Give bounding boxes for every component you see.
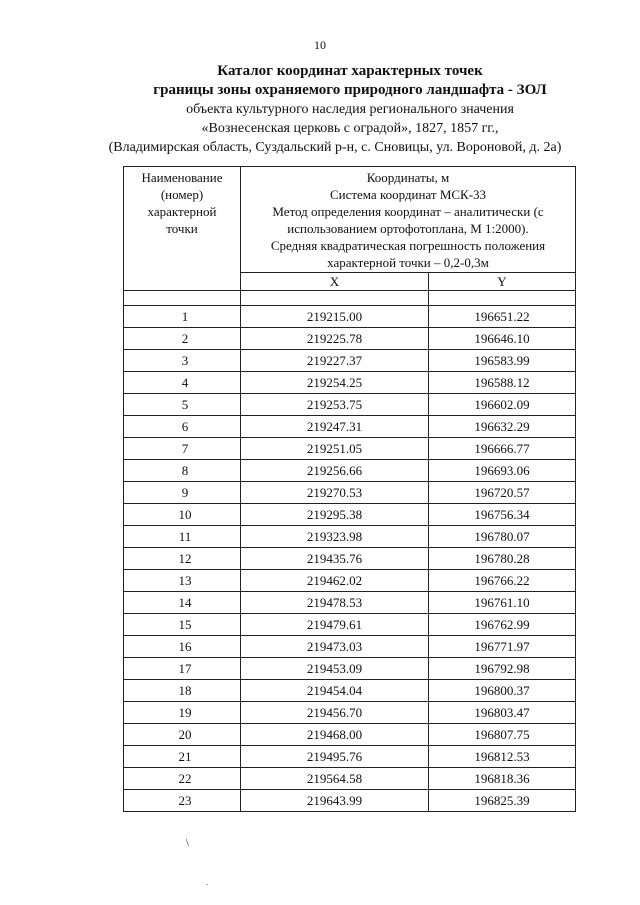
coordinates-header-line: использованием ортофотоплана, М 1:2000). <box>287 221 529 236</box>
table-row <box>124 504 576 526</box>
y-coordinate-cell: 196756.34 <box>429 504 576 526</box>
point-number-cell: 18 <box>124 680 241 702</box>
point-name-header-line: характерной <box>147 204 217 219</box>
y-coordinate-cell: 196602.09 <box>429 394 576 416</box>
point-number-cell: 22 <box>124 768 241 790</box>
table-row <box>124 526 576 548</box>
y-coordinate-cell: 196818.36 <box>429 768 576 790</box>
y-coordinate-cell: 196761.10 <box>429 592 576 614</box>
table-row <box>124 306 576 328</box>
table-row <box>124 548 576 570</box>
table-row <box>124 658 576 680</box>
title-line-2: границы зоны охраняемого природного ландшафта - ЗОЛ <box>153 82 547 98</box>
page-number: 10 <box>314 38 326 52</box>
y-coordinate-cell: 196780.28 <box>429 548 576 570</box>
x-coordinate-cell: 219247.31 <box>241 416 429 438</box>
x-coordinate-cell: 219215.00 <box>241 306 429 328</box>
x-coordinate-cell: 219495.76 <box>241 746 429 768</box>
x-coordinate-cell: 219254.25 <box>241 372 429 394</box>
x-coordinate-cell: 219256.66 <box>241 460 429 482</box>
table-row <box>124 680 576 702</box>
point-number-cell: 23 <box>124 790 241 812</box>
document-header <box>100 62 600 157</box>
y-coordinate-cell: 196666.77 <box>429 438 576 460</box>
y-coordinate-cell: 196766.22 <box>429 570 576 592</box>
point-number-cell: 15 <box>124 614 241 636</box>
y-coordinate-cell: 196792.98 <box>429 658 576 680</box>
point-number-cell: 3 <box>124 350 241 372</box>
point-number-cell: 12 <box>124 548 241 570</box>
y-coordinate-cell: 196693.06 <box>429 460 576 482</box>
coordinates-header <box>241 167 576 273</box>
spacer-row <box>124 291 576 306</box>
y-coordinate-cell: 196812.53 <box>429 746 576 768</box>
point-number-cell: 9 <box>124 482 241 504</box>
y-coordinate-cell: 196583.99 <box>429 350 576 372</box>
x-coordinate-cell: 219323.98 <box>241 526 429 548</box>
spacer-cell <box>429 291 576 306</box>
y-coordinate-cell: 196588.12 <box>429 372 576 394</box>
table-row <box>124 614 576 636</box>
point-number-cell: 4 <box>124 372 241 394</box>
coordinates-table-body <box>124 291 576 812</box>
x-coordinate-cell: 219643.99 <box>241 790 429 812</box>
subtitle-line-2: «Вознесенская церковь с оградой», 1827, 1857 гг., <box>201 121 499 136</box>
table-row <box>124 328 576 350</box>
table-row <box>124 394 576 416</box>
table-row <box>124 592 576 614</box>
y-column-header: Y <box>429 273 576 291</box>
title-line-1: Каталог координат характерных точек <box>217 63 483 79</box>
point-name-header-line: (номер) <box>160 187 204 202</box>
coordinates-header-line: Средняя квадратическая погрешность положения <box>270 238 546 253</box>
point-number-cell: 11 <box>124 526 241 548</box>
table-row <box>124 372 576 394</box>
y-coordinate-cell: 196807.75 <box>429 724 576 746</box>
y-coordinate-cell: 196771.97 <box>429 636 576 658</box>
table-row <box>124 724 576 746</box>
table-row <box>124 482 576 504</box>
x-coordinate-cell: 219456.70 <box>241 702 429 724</box>
x-coordinate-cell: 219564.58 <box>241 768 429 790</box>
y-coordinate-cell: 196632.29 <box>429 416 576 438</box>
point-number-cell: 10 <box>124 504 241 526</box>
x-coordinate-cell: 219227.37 <box>241 350 429 372</box>
y-coordinate-cell: 196762.99 <box>429 614 576 636</box>
x-coordinate-cell: 219473.03 <box>241 636 429 658</box>
x-coordinate-cell: 219435.76 <box>241 548 429 570</box>
coordinates-header-line: характерной точки – 0,2-0,3м <box>327 255 489 270</box>
x-column-header: X <box>241 273 429 291</box>
point-number-cell: 17 <box>124 658 241 680</box>
trailing-mark: \ <box>186 838 189 849</box>
coordinates-header-line: Координаты, м <box>366 170 450 185</box>
x-coordinate-cell: 219462.02 <box>241 570 429 592</box>
table-row <box>124 790 576 812</box>
point-number-cell: 16 <box>124 636 241 658</box>
x-coordinate-cell: 219453.09 <box>241 658 429 680</box>
point-number-cell: 8 <box>124 460 241 482</box>
subtitle-line-1: объекта культурного наследия регионального значения <box>186 102 514 117</box>
spacer-cell <box>124 291 241 306</box>
table-row <box>124 416 576 438</box>
y-coordinate-cell: 196651.22 <box>429 306 576 328</box>
x-coordinate-cell: 219251.05 <box>241 438 429 460</box>
point-number-cell: 1 <box>124 306 241 328</box>
point-number-cell: 20 <box>124 724 241 746</box>
x-coordinate-cell: 219295.38 <box>241 504 429 526</box>
coordinates-header-line: Метод определения координат – аналитически (с <box>272 204 544 219</box>
y-coordinate-cell: 196780.07 <box>429 526 576 548</box>
point-number-cell: 7 <box>124 438 241 460</box>
x-coordinate-cell: 219454.04 <box>241 680 429 702</box>
table-row <box>124 350 576 372</box>
point-name-header-line: Наименование <box>141 170 223 185</box>
coordinates-header-line: Система координат МСК-33 <box>329 187 487 202</box>
spacer-cell <box>241 291 429 306</box>
trailing-dot: . <box>206 878 208 887</box>
point-number-cell: 5 <box>124 394 241 416</box>
table-row <box>124 746 576 768</box>
table-row <box>124 460 576 482</box>
subtitle-line-3: (Владимирская область, Суздальский р-н, с. Сновицы, ул. Вороновой, д. 2а) <box>108 140 562 155</box>
x-coordinate-cell: 219478.53 <box>241 592 429 614</box>
table-row <box>124 768 576 790</box>
y-coordinate-cell: 196800.37 <box>429 680 576 702</box>
y-coordinate-cell: 196803.47 <box>429 702 576 724</box>
x-coordinate-cell: 219270.53 <box>241 482 429 504</box>
point-number-cell: 14 <box>124 592 241 614</box>
coordinates-table <box>123 166 576 812</box>
point-number-cell: 21 <box>124 746 241 768</box>
table-row <box>124 438 576 460</box>
x-coordinate-cell: 219468.00 <box>241 724 429 746</box>
table-row <box>124 636 576 658</box>
x-coordinate-cell: 219225.78 <box>241 328 429 350</box>
table-row <box>124 702 576 724</box>
point-name-header-line: точки <box>166 221 198 236</box>
point-number-cell: 19 <box>124 702 241 724</box>
x-coordinate-cell: 219479.61 <box>241 614 429 636</box>
y-coordinate-cell: 196825.39 <box>429 790 576 812</box>
y-coordinate-cell: 196646.10 <box>429 328 576 350</box>
x-coordinate-cell: 219253.75 <box>241 394 429 416</box>
y-coordinate-cell: 196720.57 <box>429 482 576 504</box>
point-number-cell: 2 <box>124 328 241 350</box>
point-number-cell: 13 <box>124 570 241 592</box>
table-row <box>124 570 576 592</box>
point-name-header <box>124 167 241 291</box>
point-number-cell: 6 <box>124 416 241 438</box>
